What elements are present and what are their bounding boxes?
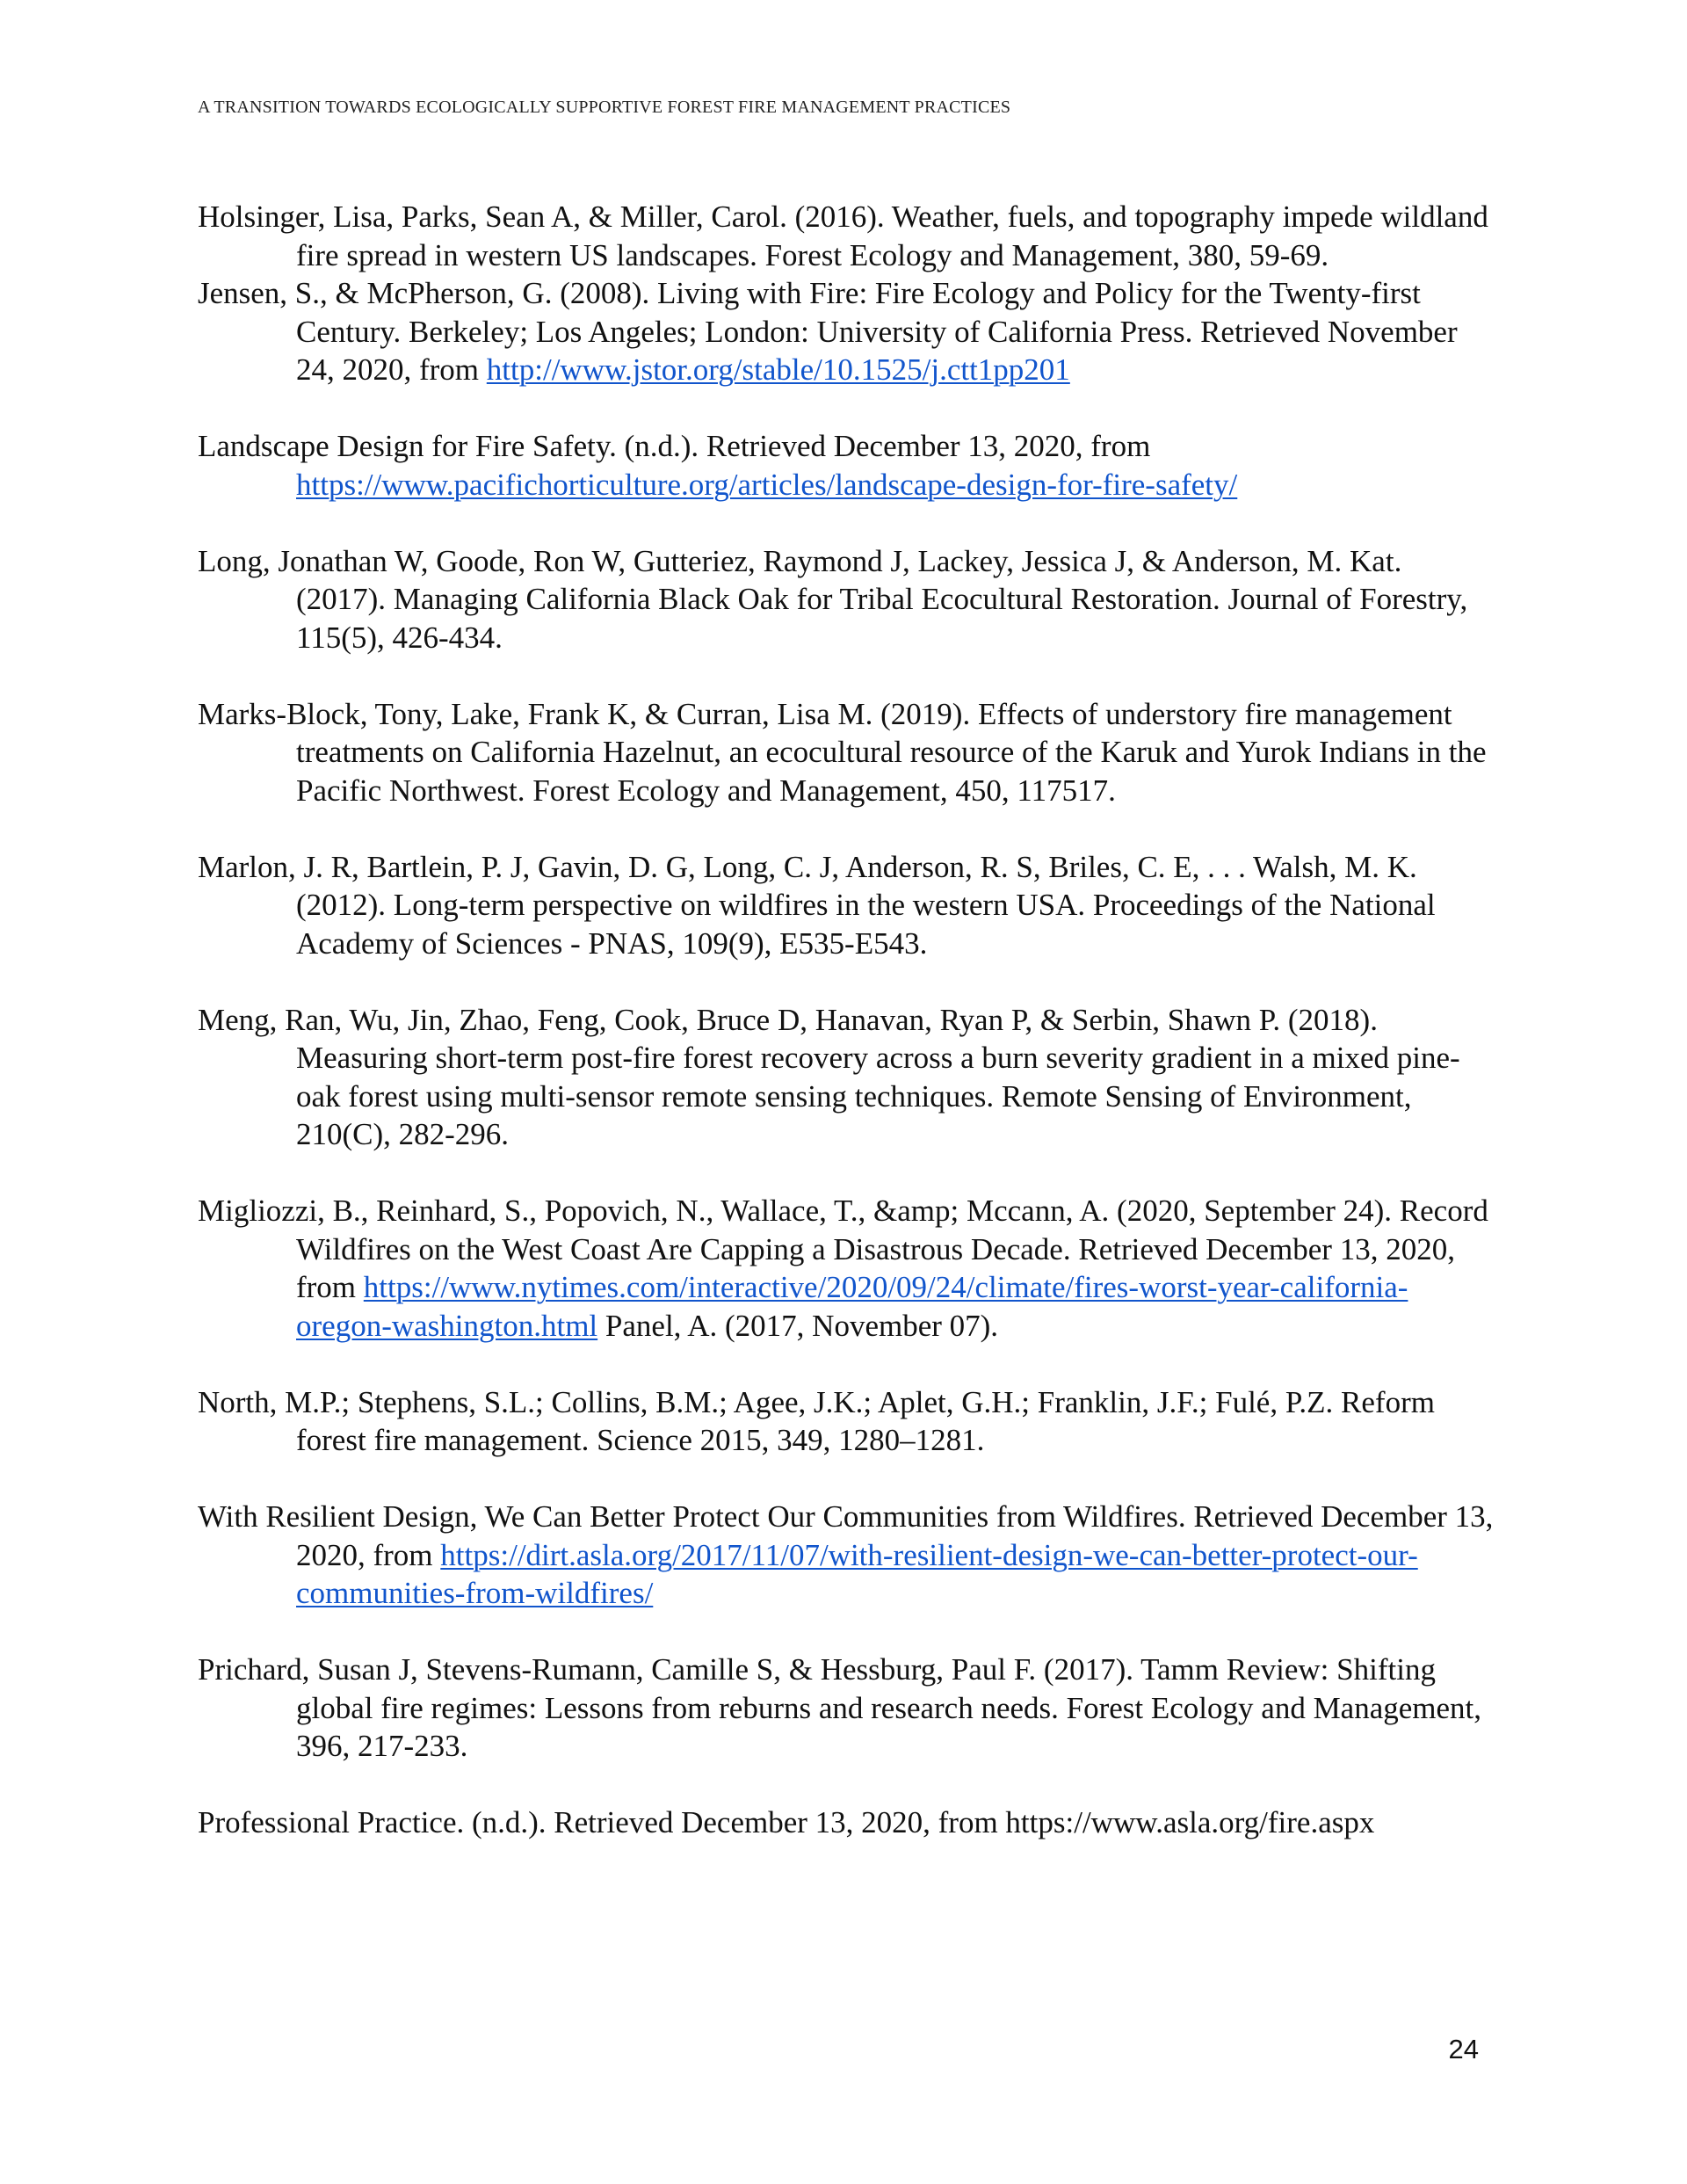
reference-entry (198, 274, 1498, 389)
reference-entry (198, 542, 1498, 657)
reference-entry (198, 1498, 1498, 1613)
reference-list (198, 198, 1498, 1880)
reference-entry (198, 1192, 1498, 1345)
reference-link[interactable]: https://dirt.asla.org/2017/11/07/with-resilient-design-we-can-better-protect-our-communities-from-wildfires/ (296, 1537, 1418, 1610)
reference-text: Long, Jonathan W, Goode, Ron W, Gutteriez, Raymond J, Lackey, Jessica J, & Anderson, M. Kat. (2017). Managing California Black Oak for Tribal Ecocultural Restoration. Journal of Forestry, 115(5), 426-434. (198, 543, 1468, 655)
reference-link[interactable]: https://www.nytimes.com/interactive/2020/09/24/climate/fires-worst-year-california-oregon-washington.html (296, 1270, 1408, 1343)
reference-entry (198, 1803, 1498, 1842)
reference-text: North, M.P.; Stephens, S.L.; Collins, B.M.; Agee, J.K.; Aplet, G.H.; Franklin, J.F.; Fulé, P.Z. Reform forest fire management. Science 2015, 349, 1280–1281. (198, 1384, 1435, 1457)
reference-text: Landscape Design for Fire Safety. (n.d.). Retrieved December 13, 2020, from (198, 429, 1151, 463)
reference-text: Holsinger, Lisa, Parks, Sean A, & Miller, Carol. (2016). Weather, fuels, and topography impede wildland fire spread in western US landscapes. Forest Ecology and Management, 380, 59-69. (198, 200, 1488, 272)
reference-text: Marks-Block, Tony, Lake, Frank K, & Curran, Lisa M. (2019). Effects of understory fire management treatments on California Hazelnut, an ecocultural resource of the Karuk and Yurok Indians in the Pacific Northwest. Forest Ecology and Management, 450, 117517. (198, 696, 1487, 808)
reference-text: Jensen, S., & McPherson, G. (2008). Living with Fire: Fire Ecology and Policy for the Twenty-first Century. Berkeley; Los Angeles; London: University of California Press. Retrieved November 24, 2020, from (198, 276, 1458, 387)
reference-entry (198, 427, 1498, 504)
reference-entry (198, 198, 1498, 274)
reference-text: With Resilient Design, We Can Better Protect Our Communities from Wildfires. Retrieved December 13, 2020, from (198, 1499, 1494, 1572)
reference-link[interactable]: https://www.pacifichorticulture.org/articles/landscape-design-for-fire-safety/ (296, 467, 1238, 502)
reference-text: Marlon, J. R, Bartlein, P. J, Gavin, D. G, Long, C. J, Anderson, R. S, Briles, C. E, . . . Walsh, M. K. (2012). Long-term perspective on wildfires in the western USA. Proceedings of the National Academy of Sciences - PNAS, 109(9), E535-E543. (198, 849, 1436, 961)
reference-entry (198, 695, 1498, 810)
reference-text: Meng, Ran, Wu, Jin, Zhao, Feng, Cook, Bruce D, Hanavan, Ryan P, & Serbin, Shawn P. (2018). Measuring short-term post-fire forest recovery across a burn severity gradient in a mixed pine-oak forest using multi-sensor remote sensing techniques. Remote Sensing of Environment, 210(C), 282-296. (198, 1002, 1460, 1151)
reference-entry (198, 848, 1498, 963)
reference-entry (198, 1651, 1498, 1766)
reference-text: Professional Practice. (n.d.). Retrieved December 13, 2020, from https://www.asla.org/fire.aspx (198, 1805, 1375, 1839)
reference-link[interactable]: http://www.jstor.org/stable/10.1525/j.ctt1pp201 (486, 352, 1070, 387)
reference-entry (198, 1001, 1498, 1154)
reference-text: Prichard, Susan J, Stevens-Rumann, Camille S, & Hessburg, Paul F. (2017). Tamm Review: Shifting global fire regimes: Lessons from reburns and research needs. Forest Ecology and Management, 396, 217-233. (198, 1652, 1482, 1763)
reference-text: Migliozzi, B., Reinhard, S., Popovich, N., Wallace, T., &amp; Mccann, A. (2020, September 24). Record Wildfires on the West Coast Are Capping a Disastrous Decade. Retrieved December 13, 2020, from (198, 1194, 1488, 1304)
reference-entry (198, 1383, 1498, 1460)
page-number: 24 (1448, 2034, 1479, 2064)
running-header: A TRANSITION TOWARDS ECOLOGICALLY SUPPORTIVE FOREST FIRE MANAGEMENT PRACTICES (198, 98, 1011, 117)
reference-text-after: Panel, A. (2017, November 07). (597, 1308, 999, 1343)
